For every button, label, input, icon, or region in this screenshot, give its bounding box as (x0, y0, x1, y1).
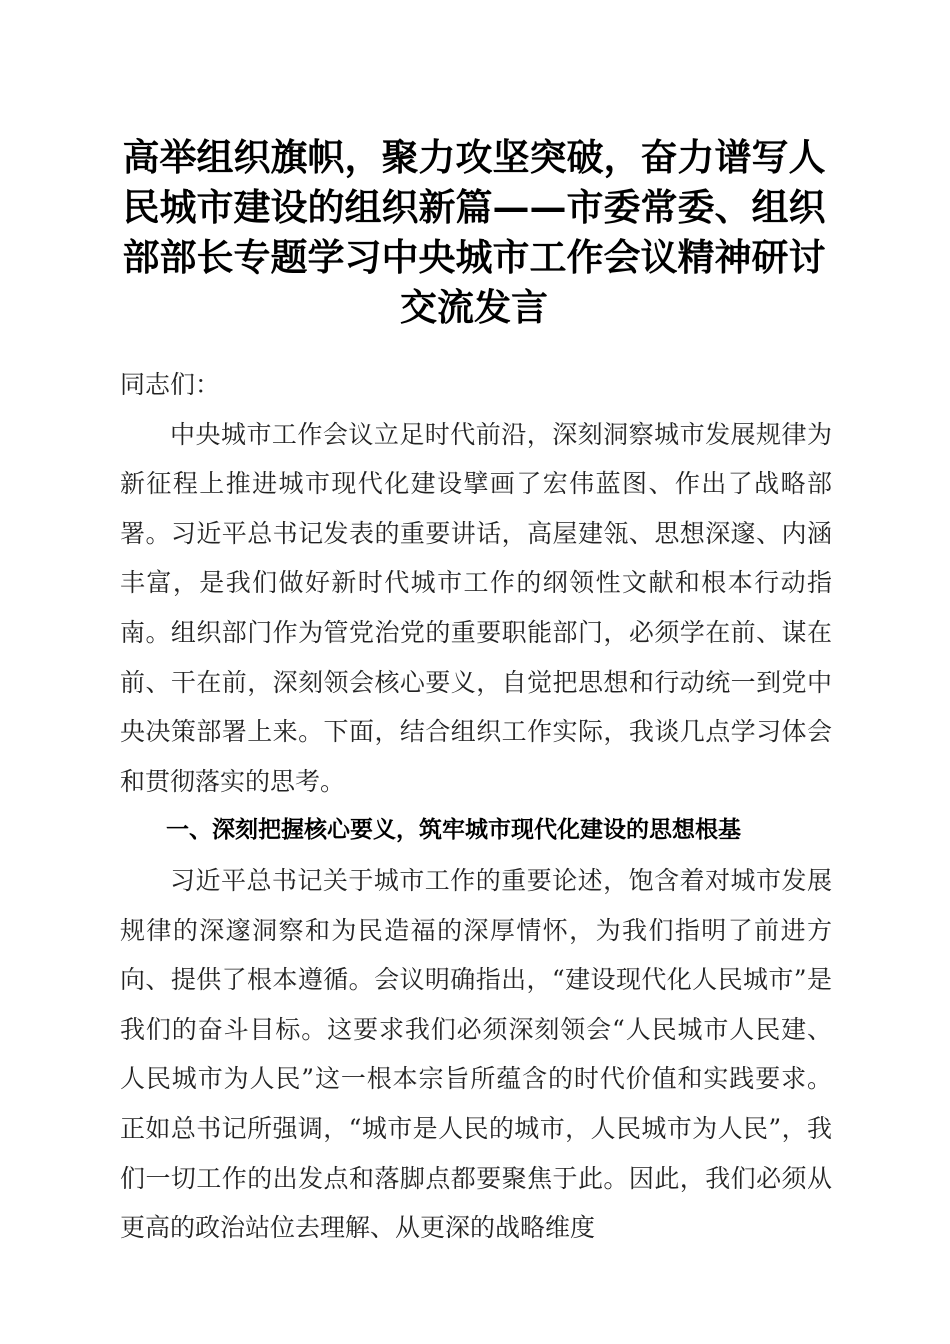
section-paragraph: 习近平总书记关于城市工作的重要论述，饱含着对城市发展规律的深邃洞察和为民造福的深厚情怀，为我们指明了前进方向、提供了根本遵循。会议明确指出，“建设现代化人民城市”是我们的奋斗目标。这要求我们必须深刻领会“人民城市人民建、人民城市为人民”这一根本宗旨所蕴含的时代价值和实践要求。正如总书记所强调，“城市是人民的城市，人民城市为人民”，我们一切工作的出发点和落脚点都要聚焦于此。因此，我们必须从更高的政治站位去理解、从更深的战略维度 (120, 865, 832, 1243)
salutation: 同志们： (120, 370, 221, 399)
intro-paragraph: 中央城市工作会议立足时代前沿，深刻洞察城市发展规律为新征程上推进城市现代化建设擘画了宏伟蓝图、作出了战略部署。习近平总书记发表的重要讲话，高屋建瓴、思想深邃、内涵丰富，是我们做好新时代城市工作的纲领性文献和根本行动指南。组织部门作为管党治党的重要职能部门，必须学在前、谋在前、干在前，深刻领会核心要义，自觉把思想和行动统一到党中央决策部署上来。下面，结合组织工作实际，我谈几点学习体会和贯彻落实的思考。 (120, 419, 832, 796)
document-title: 高举组织旗帜，聚力攻坚突破，奋力谱写人民城市建设的组织新篇——市委常委、组织部部长专题学习中央城市工作会议精神研讨交流发言 (122, 135, 826, 329)
document-body (120, 360, 832, 1253)
section-heading: 一、深刻把握核心要义，筑牢城市现代化建设的思想根基 (166, 817, 741, 844)
